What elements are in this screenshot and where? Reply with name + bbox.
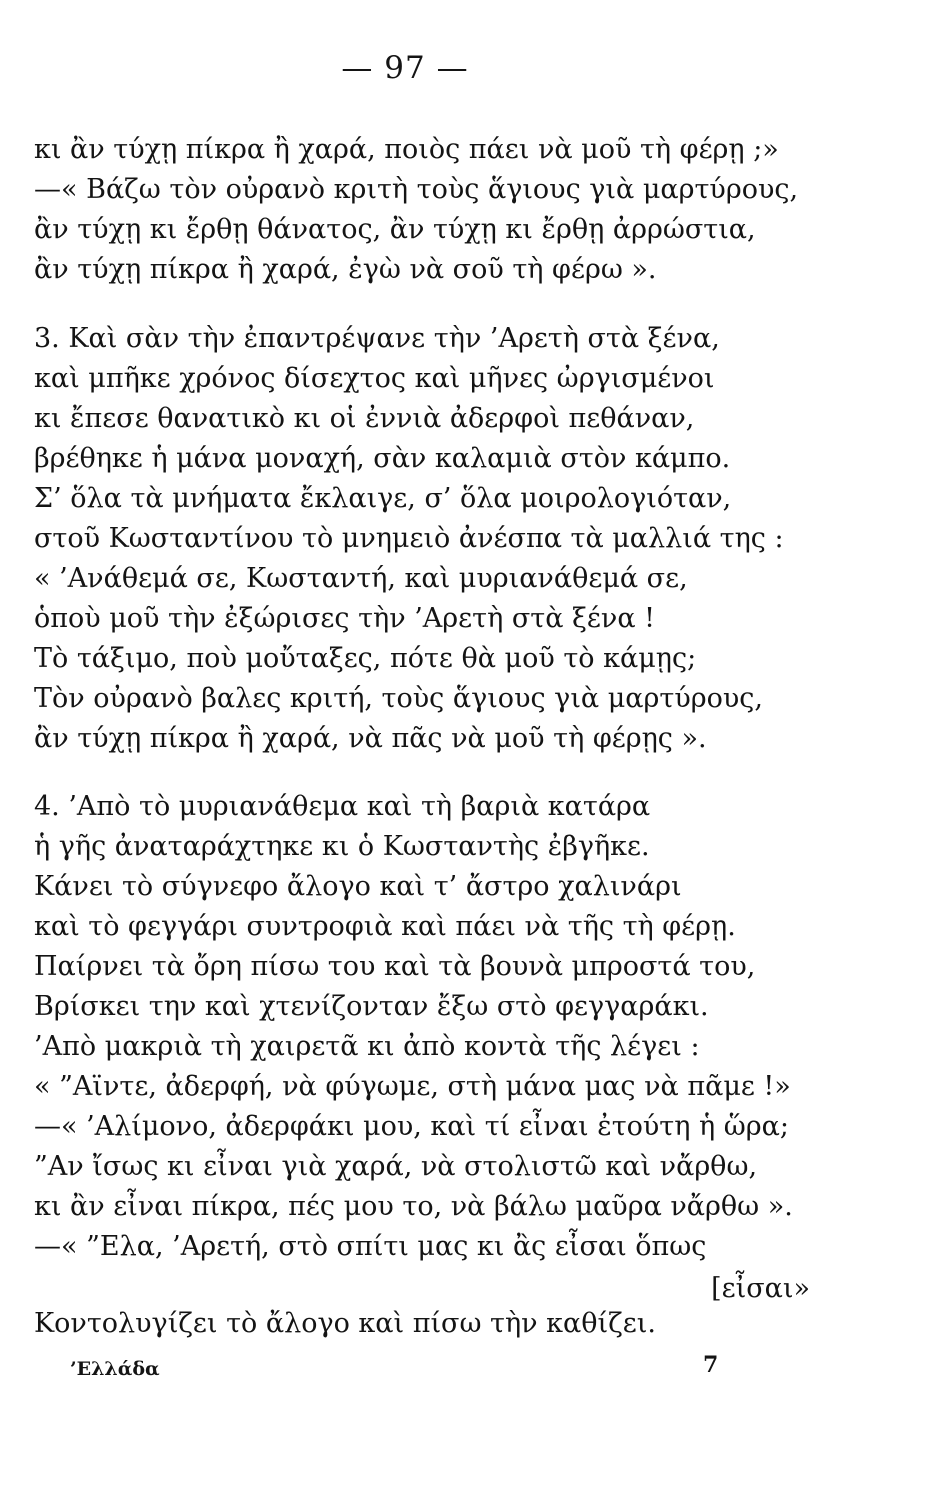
verse-line: 3. Καὶ σὰν τὴν ἐπαντρέψανε τὴν ’Αρετὴ στὰ ξένα,	[34, 323, 720, 354]
verse-line: κι ἔπεσε θανατικὸ κι οἱ ἐννιὰ ἀδερφοὶ πεθάναν,	[34, 403, 695, 434]
verse-line: ἂν τύχῃ πίκρα ἢ χαρά, νὰ πᾶς νὰ μοῦ τὴ φέρῃς ».	[34, 723, 707, 754]
verse-line: —« Βάζω τὸν οὐρανὸ κριτὴ τοὺς ἅγιους γιὰ μαρτύρους,	[34, 174, 799, 205]
verse-line: « ”Αϊντε, ἀδερφή, νὰ φύγωμε, στὴ μάνα μας νὰ πᾶμε !»	[34, 1071, 791, 1102]
verse-line: βρέθηκε ἡ μάνα μοναχή, σὰν καλαμιὰ στὸν κάμπο.	[34, 443, 731, 474]
verse-line: στοῦ Κωσταντίνου τὸ μνημειὸ ἀνέσπα τὰ μαλλιά της :	[34, 523, 784, 554]
verse-line: κι ἂν τύχῃ πίκρα ἢ χαρά, ποιὸς πάει νὰ μοῦ τὴ φέρῃ ;»	[34, 134, 779, 165]
verse-line: Κοντολυγίζει τὸ ἄλογο καὶ πίσω τὴν καθίζει.	[34, 1308, 656, 1339]
verse-line: Βρίσκει την καὶ χτενίζονταν ἔξω στὸ φεγγαράκι.	[34, 991, 709, 1022]
verse-line: ὁποὺ μοῦ τὴν ἐξώρισες τὴν ’Αρετὴ στὰ ξένα !	[34, 603, 655, 634]
verse-line: ”Αν ἴσως κι εἶναι γιὰ χαρά, νὰ στολιστῶ καὶ νἄρθω,	[34, 1151, 758, 1182]
verse-line: ἂν τύχῃ πίκρα ἢ χαρά, ἐγὼ νὰ σοῦ τὴ φέρω ».	[34, 254, 657, 285]
verse-line: Σ’ ὅλα τὰ μνήματα ἔκλαιγε, σ’ ὅλα μοιρολογιόταν,	[34, 483, 732, 514]
verse-line: « ’Ανάθεμά σε, Κωσταντή, καὶ μυριανάθεμά σε,	[34, 563, 688, 594]
verse-line: ’Απὸ μακριὰ τὴ χαιρετᾶ κι ἀπὸ κοντὰ τῆς λέγει :	[34, 1031, 700, 1062]
verse-line: Τὸν οὐρανὸ βαλες κριτή, τοὺς ἅγιους γιὰ μαρτύρους,	[34, 683, 763, 714]
verse-line: Παίρνει τὰ ὄρη πίσω του καὶ τὰ βουνὰ μπροστά του,	[34, 951, 756, 982]
verse-line: Τὸ τάξιμο, ποὺ μοὔταξες, πότε θὰ μοῦ τὸ κάμῃς;	[34, 643, 697, 674]
verse-continuation: [εἶσαι»	[711, 1273, 810, 1304]
verse-line: —« ”Ελα, ’Αρετή, στὸ σπίτι μας κι ἂς εἶσαι ὅπως	[34, 1231, 707, 1262]
verse-line: ἡ γῆς ἀναταράχτηκε κι ὁ Κωσταντὴς ἐβγῆκε.	[34, 831, 650, 862]
verse-line: 4. ’Απὸ τὸ μυριανάθεμα καὶ τὴ βαριὰ κατάρα	[34, 791, 651, 822]
verse-line: καὶ μπῆκε χρόνος δίσεχτος καὶ μῆνες ὠργισμένοι	[34, 363, 715, 394]
verse-line: —« ’Αλίμονο, ἀδερφάκι μου, καὶ τί εἶναι ἐτούτη ἡ ὥρα;	[34, 1111, 789, 1142]
verse-line: ἂν τύχῃ κι ἔρθῃ θάνατος, ἂν τύχῃ κι ἔρθῃ ἀρρώστια,	[34, 214, 756, 245]
verse-line: Κάνει τὸ σύγνεφο ἄλογο καὶ τ’ ἄστρο χαλινάρι	[34, 871, 682, 902]
signature-mark: ’Ελλάδα	[70, 1358, 160, 1380]
sheet-number: 7	[703, 1352, 719, 1378]
verse-line: κι ἂν εἶναι πίκρα, πές μου το, νὰ βάλω μαῦρα νἄρθω ».	[34, 1191, 793, 1222]
verse-line: καὶ τὸ φεγγάρι συντροφιὰ καὶ πάει νὰ τῆς τὴ φέρῃ.	[34, 911, 736, 942]
page-number: — 97 —	[341, 50, 469, 86]
